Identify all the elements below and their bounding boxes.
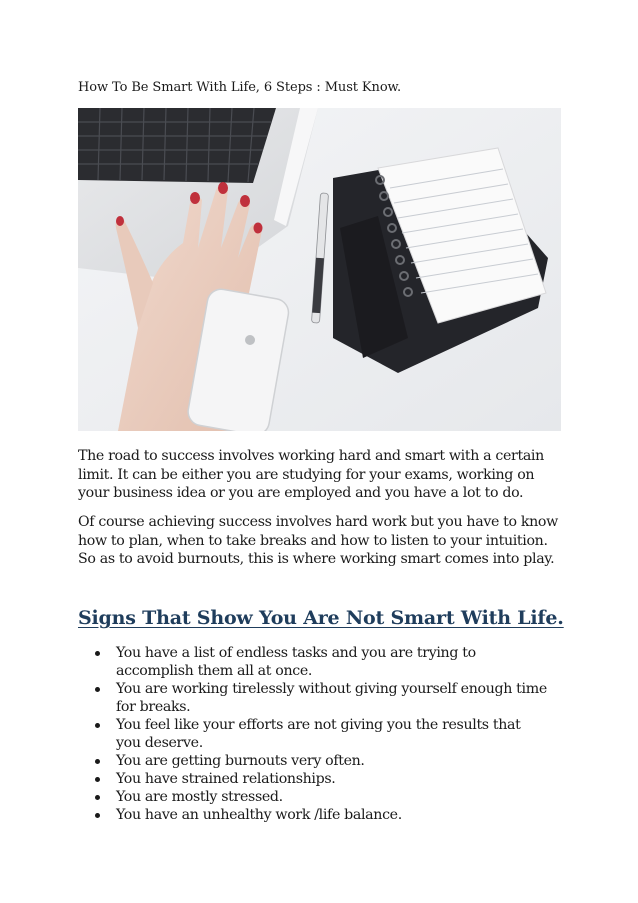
list-item-text: You have a list of endless tasks and you are trying to accomplish them all at once.: [116, 645, 476, 679]
list-item: [78, 788, 548, 806]
list-item-text: You have strained relationships.: [116, 771, 336, 787]
list-item-text: You have an unhealthy work /life balance.: [116, 807, 402, 823]
hero-photo: [78, 108, 561, 431]
signs-list: [78, 644, 548, 824]
bullet-icon: [95, 651, 100, 656]
section-heading: Signs That Show You Are Not Smart With Life.: [78, 607, 564, 629]
list-item: [78, 770, 548, 788]
list-item-text: You are getting burnouts very often.: [116, 753, 365, 769]
list-item: [78, 644, 548, 680]
bullet-icon: [95, 723, 100, 728]
list-item: [78, 806, 548, 824]
body-paragraph: Of course achieving success involves hard work but you have to know how to plan, when to take breaks and how to listen to your intuition. So as to avoid burnouts, this is where working smart comes into play.: [78, 514, 558, 567]
intro-paragraph: The road to success involves working hard and smart with a certain limit. It can be either you are studying for your exams, working on your business idea or you are employed and you have a lot to do.: [78, 448, 544, 501]
bullet-icon: [95, 813, 100, 818]
list-item: [78, 752, 548, 770]
list-item-text: You are mostly stressed.: [116, 789, 283, 805]
bullet-icon: [95, 687, 100, 692]
list-item-text: You feel like your efforts are not giving you the results that you deserve.: [116, 717, 521, 751]
page-title: How To Be Smart With Life, 6 Steps : Must Know.: [78, 80, 402, 95]
bullet-icon: [95, 795, 100, 800]
bullet-icon: [95, 759, 100, 764]
laptop-notebook-photo: [78, 108, 561, 431]
list-item-text: You are working tirelessly without giving yourself enough time for breaks.: [116, 681, 547, 715]
list-item: [78, 716, 548, 752]
list-item: [78, 680, 548, 716]
bullet-icon: [95, 777, 100, 782]
